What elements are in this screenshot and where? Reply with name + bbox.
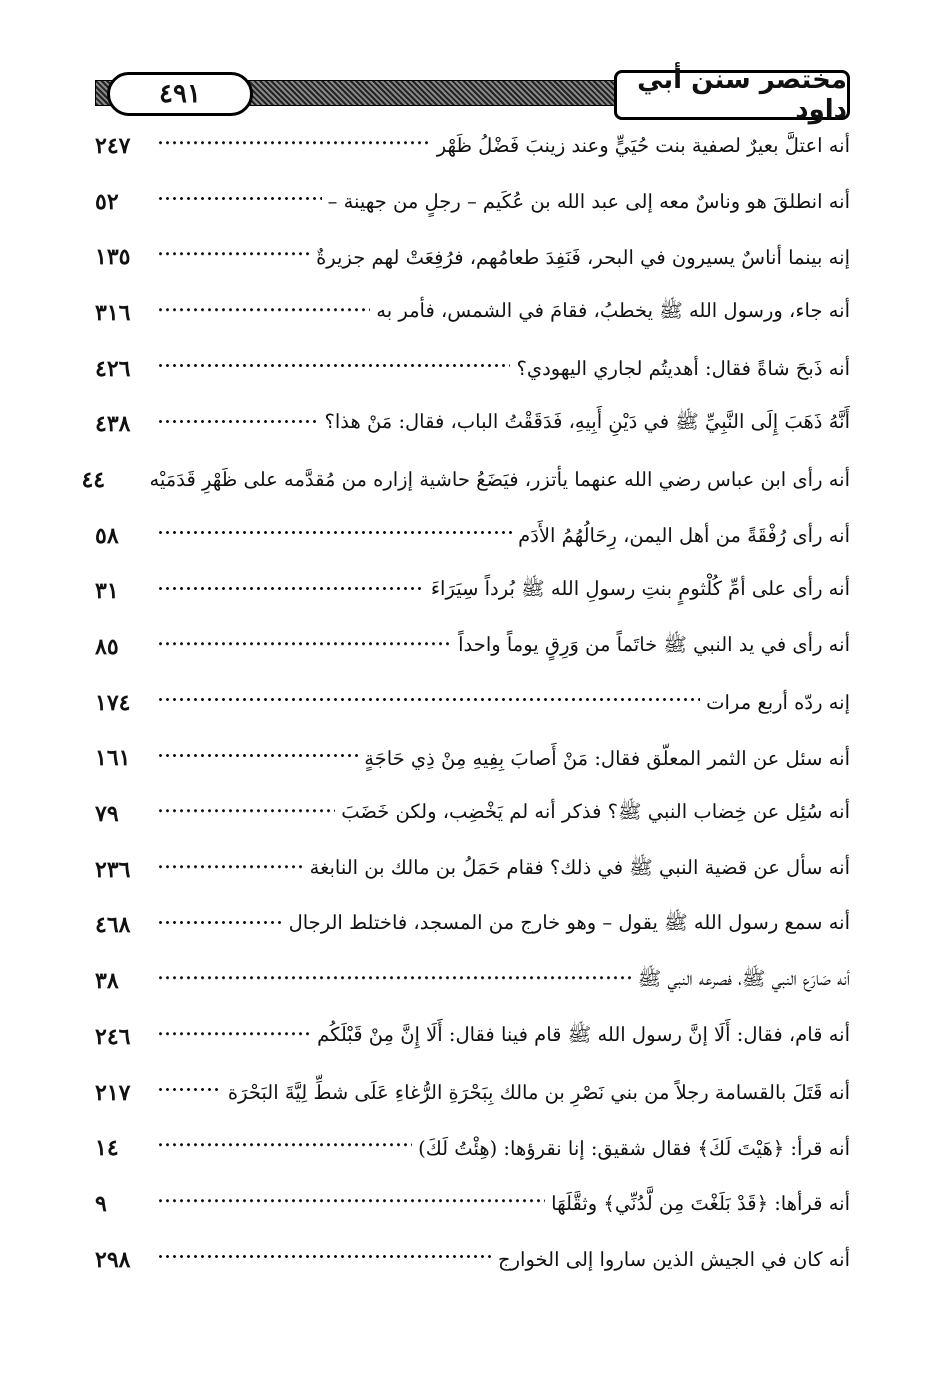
- index-entry: [95, 508, 850, 564]
- index-entry: [95, 619, 850, 675]
- index-entry: [95, 229, 850, 285]
- dot-leader: [157, 523, 512, 543]
- entry-text: أنه رأى على أمِّ كُلْثومٍ بنتِ رسولِ الله ﷺ بُرداً سِيَرَاءَ: [430, 577, 850, 601]
- dot-leader: [157, 1024, 311, 1044]
- entry-text: أنه قَتَلَ بالقسامة رجلاً من بني نَصْرِ بن مالك بِبَحْرَةِ الرُّغاءِ عَلَى شطِّ لِيَّةَ البَحْرَة: [227, 1081, 850, 1105]
- entry-text: أنه رأى ابن عباس رضي الله عنهما يأتزر، فيَضَعُ حاشية إزاره من مُقدَّمه على ظَهْرِ قَدَمَيْه: [149, 468, 850, 492]
- entry-text: أنه كان في الجيش الذين ساروا إلى الخوارج: [498, 1248, 850, 1272]
- entry-page-ref: ٥٨: [95, 522, 119, 549]
- entry-page-ref: ٨٥: [95, 634, 119, 661]
- index-entry: [95, 1176, 850, 1232]
- entry-page-ref: ١٦١: [95, 745, 131, 772]
- entry-text: أنه رأى رُفْقَةً من أهل اليمن، رِحَالُهُمُ الأَدَم: [518, 524, 850, 548]
- dot-leader: [157, 801, 335, 821]
- entry-text: أنه جاء، ورسول الله ﷺ يخطبُ، فقامَ في الشمس، فأمر به: [376, 298, 850, 322]
- dot-leader: [157, 189, 322, 209]
- entry-page-ref: ٧٩: [95, 801, 119, 828]
- entry-page-ref: ٢٤٧: [95, 132, 131, 159]
- dot-leader: [157, 857, 304, 877]
- index-entry: [81, 452, 850, 508]
- entry-text: أنه قرأ: ﴿هَيْتَ لَكَ﴾ فقال شقيق: إنا نقرؤها: (هِئْتُ لَكَ): [418, 1136, 850, 1160]
- dot-leader: [157, 1191, 545, 1211]
- index-entry: [95, 898, 850, 954]
- entry-page-ref: ١٣٥: [95, 244, 131, 271]
- entry-page-ref: ٤٤: [81, 466, 106, 493]
- entry-page-ref: ١٤: [95, 1135, 119, 1162]
- entry-text: أنه اعتلَّ بعيرٌ لصفية بنت حُيَيٍّ وعند زينبَ فَضْلُ ظَهْر: [436, 134, 850, 158]
- dot-leader: [157, 746, 358, 766]
- index-entry: [95, 1232, 850, 1288]
- index-entry: [95, 285, 850, 341]
- dot-leader: [157, 300, 370, 320]
- page-number: ٤٩١: [107, 72, 253, 116]
- dot-leader: [157, 412, 318, 432]
- page-header: [95, 65, 850, 125]
- book-title: مختصر سنن أبي داود: [614, 70, 850, 120]
- entry-text: أنه سأل عن قضية النبي ﷺ في ذلك؟ فقام حَمَلُ بن مالك بن النابغة: [309, 855, 850, 879]
- entry-text: أنه سُئِل عن خِضاب النبي ﷺ؟ فذكر أنه لم يَخْضِب، ولكن خَضَبَ: [341, 800, 850, 824]
- dot-leader: [157, 133, 431, 153]
- index-entry: [95, 786, 850, 842]
- index-entry: [95, 731, 850, 787]
- entry-page-ref: ٢٤٦: [95, 1023, 131, 1050]
- entry-text: أنه رأى في يد النبي ﷺ خاتَماً من وَرِقٍ يوماً واحداً: [458, 633, 850, 657]
- index-entry: [95, 953, 850, 1009]
- dot-leader: [157, 968, 632, 988]
- index-entry: [95, 118, 850, 174]
- dot-leader: [157, 913, 283, 933]
- dot-leader: [157, 1080, 222, 1100]
- index-entry: [95, 1065, 850, 1121]
- entry-text: أنه ذَبحَ شاةً فقال: أهديتُم لجاري اليهودي؟: [516, 357, 850, 381]
- entry-page-ref: ٥٢: [95, 188, 119, 215]
- index-entry: [95, 675, 850, 731]
- index-entries-list: [81, 118, 850, 1287]
- index-entry: [95, 174, 850, 230]
- entry-page-ref: ٤٢٦: [95, 355, 131, 382]
- entry-page-ref: ٢٣٦: [95, 856, 131, 883]
- entry-page-ref: ٩: [95, 1190, 107, 1217]
- index-entry: [95, 842, 850, 898]
- entry-text: أنه انطلقَ هو وناسٌ معه إلى عبد الله بن عُكَيم – رجلٍ من جهينة –: [327, 190, 850, 214]
- index-entry: [95, 341, 850, 397]
- entry-text: أَنَّهُ ذَهَبَ إِلَى النَّبِيِّ ﷺ في دَيْنِ أَبِيهِ، فَدَقَقْتُ الباب، فقال: مَنْ هذا؟: [324, 410, 850, 434]
- entry-page-ref: ٣١٦: [95, 299, 131, 326]
- entry-text: أنه صَارَع النبي ﷺ، فصرعه النبي ﷺ: [637, 967, 850, 991]
- index-entry: [95, 1009, 850, 1065]
- index-entry: [95, 564, 850, 620]
- dot-leader: [157, 634, 452, 654]
- dot-leader: [157, 244, 310, 264]
- entry-text: أنه قام، فقال: أَلَا إنَّ رسول الله ﷺ قام فينا فقال: أَلَا إِنَّ مِنْ قَبْلَكُم: [317, 1022, 850, 1046]
- entry-page-ref: ١٧٤: [95, 689, 131, 716]
- entry-text: أنه قرأها: ﴿قَدْ بَلَغْتَ مِن لَّدُنِّي﴾ وثقَّلَهَا: [551, 1192, 850, 1216]
- index-entry: [95, 396, 850, 452]
- entry-page-ref: ٢١٧: [95, 1079, 131, 1106]
- dot-leader: [157, 1135, 412, 1155]
- entry-text: إنه بينما أناسٌ يسيرون في البحر، فَنَفِدَ طعامُهم، فرُفِعَتْ لهم جزيرةٌ: [316, 245, 850, 269]
- entry-text: أنه سئل عن الثمر المعلّق فقال: مَنْ أَصابَ بِفِيهِ مِنْ ذِي حَاجَةٍ: [364, 746, 850, 770]
- entry-page-ref: ٣١: [95, 578, 119, 605]
- dot-leader: [157, 690, 700, 710]
- dot-leader: [157, 1247, 492, 1267]
- entry-page-ref: ٤٦٨: [95, 912, 131, 939]
- entry-text: أنه سمع رسول الله ﷺ يقول – وهو خارج من المسجد، فاختلط الرجال: [288, 911, 850, 935]
- dot-leader: [157, 579, 425, 599]
- entry-page-ref: ٢٩٨: [95, 1246, 131, 1273]
- entry-page-ref: ٣٨: [95, 968, 119, 995]
- dot-leader: [157, 356, 510, 376]
- entry-text: إنه ردّه أربع مرات: [706, 691, 850, 715]
- index-entry: [95, 1120, 850, 1176]
- entry-page-ref: ٤٣٨: [95, 411, 131, 438]
